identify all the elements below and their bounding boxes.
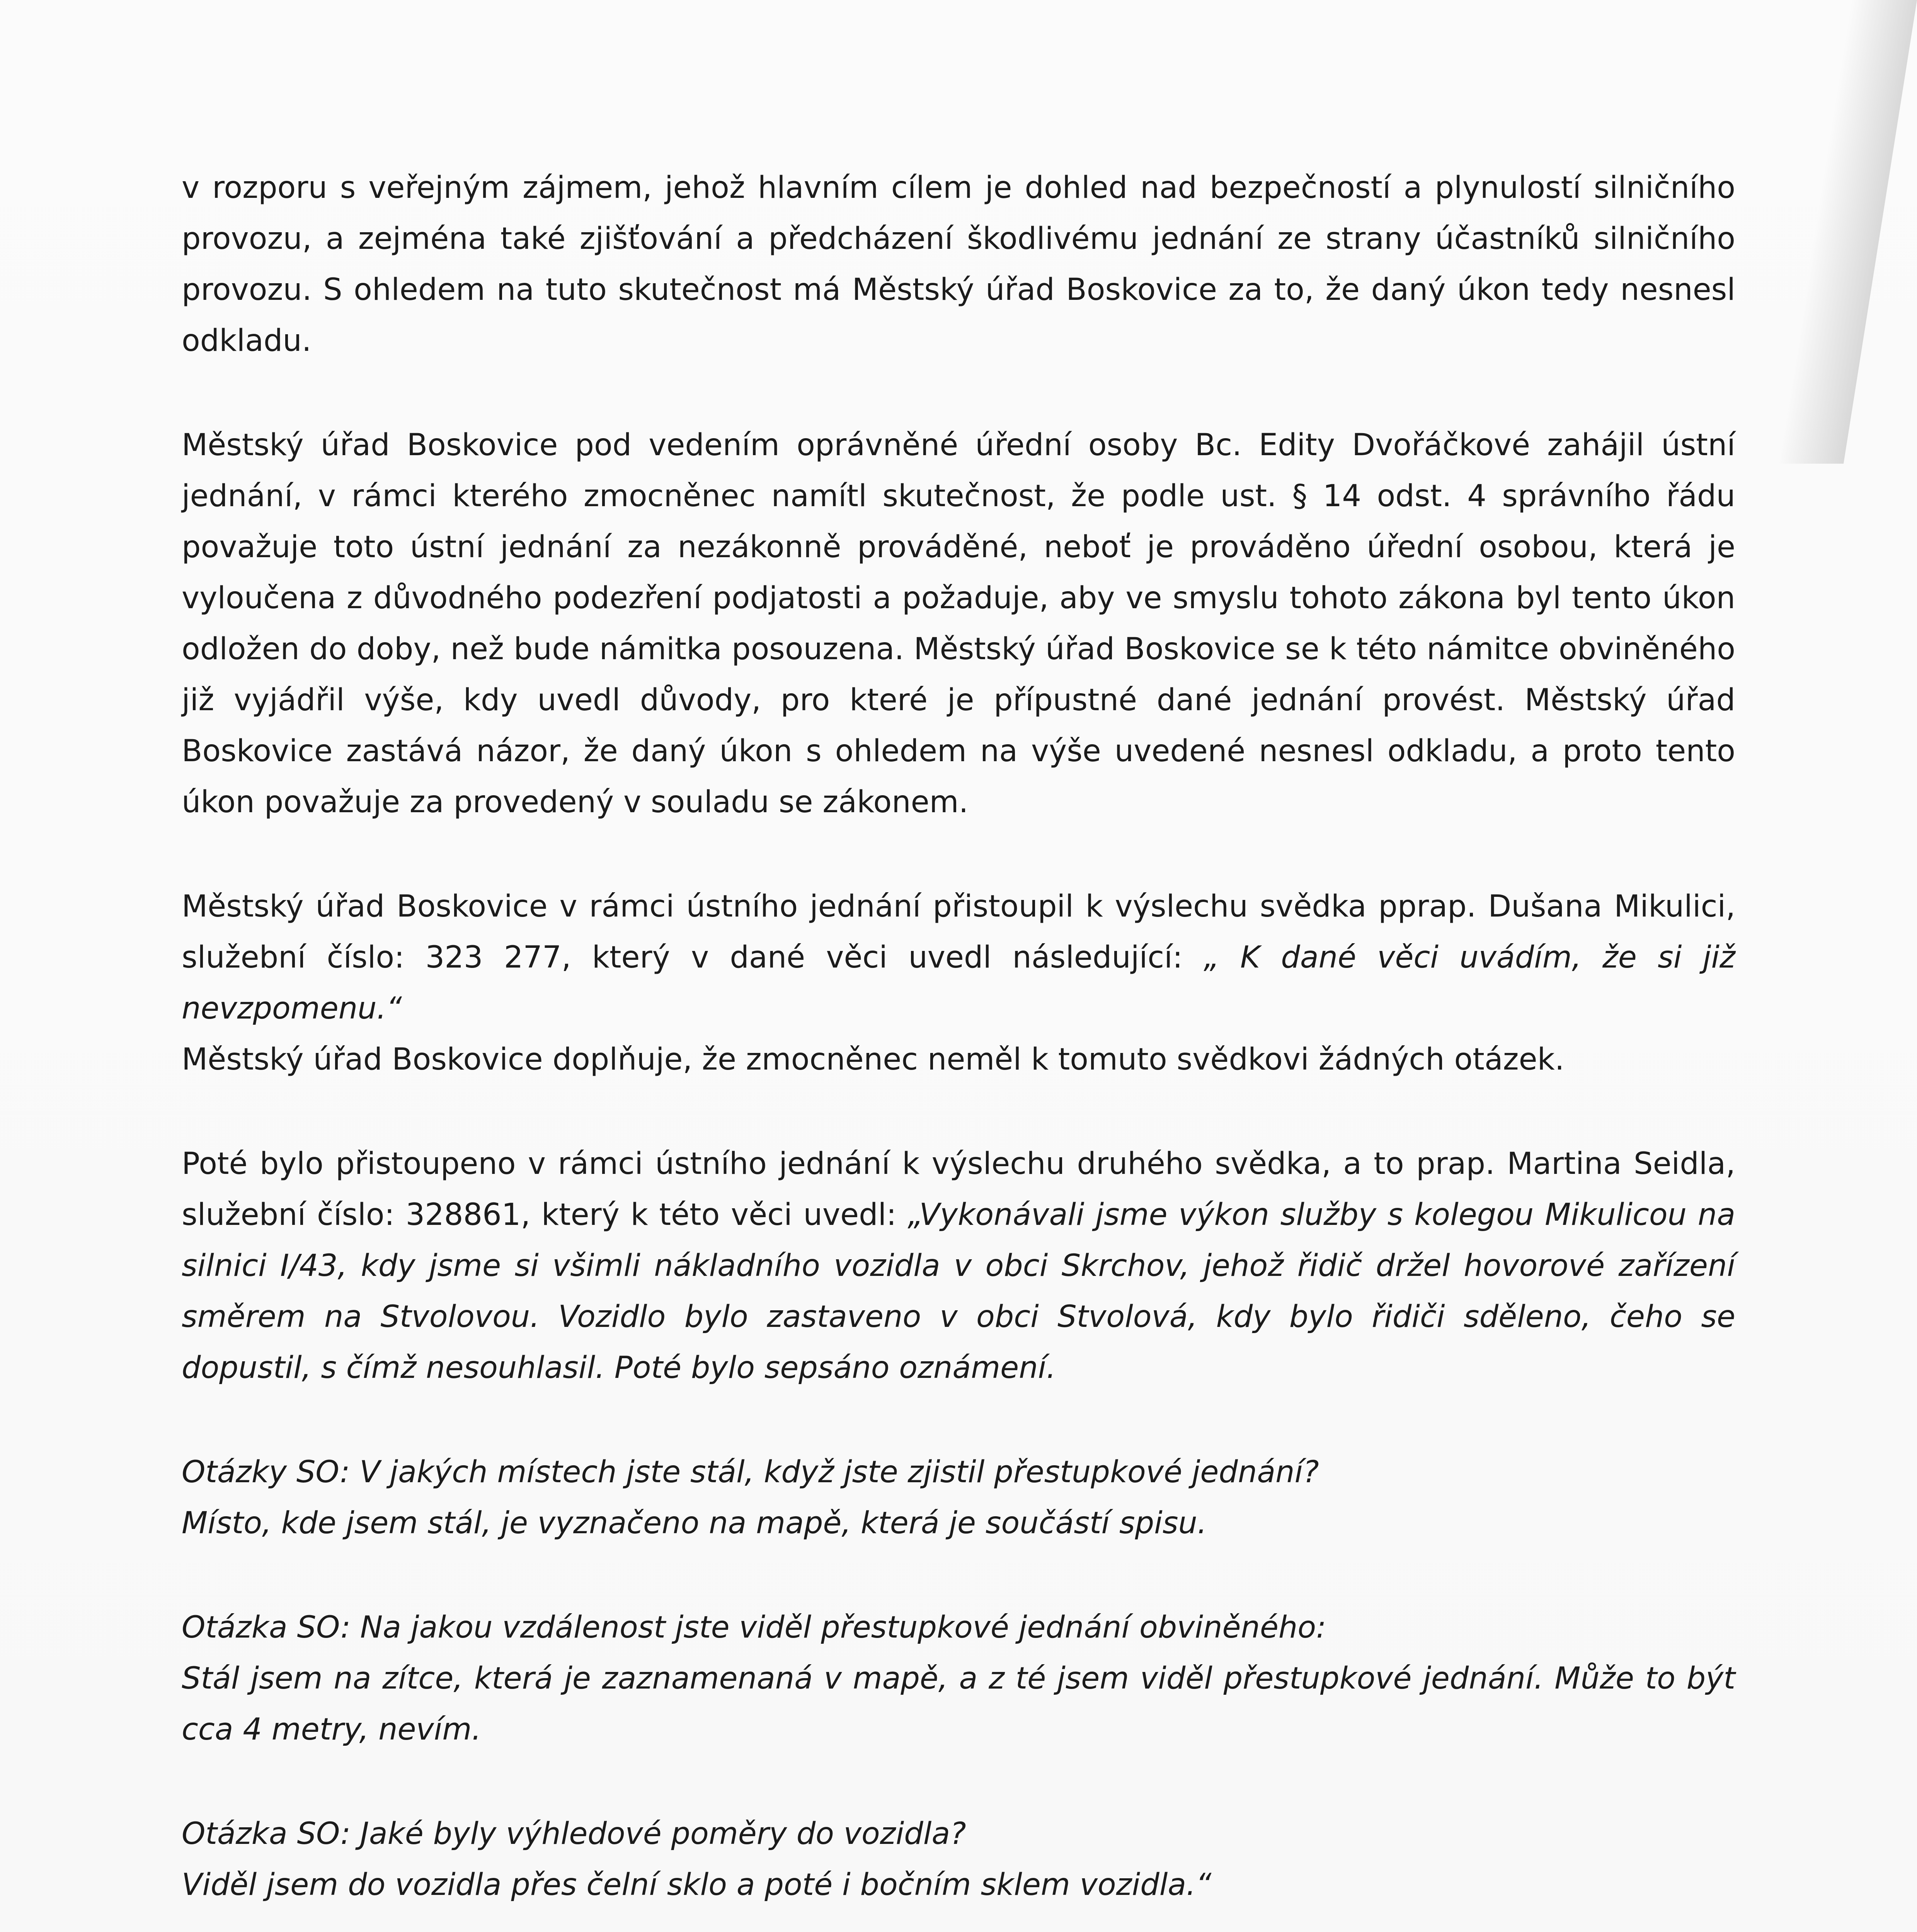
paragraph-2: Městský úřad Boskovice pod vedením oprávněné úřední osoby Bc. Edity Dvořáčkové zahájil ústní jednání, v rámci kterého zmocněnec namítl skutečnost, že podle ust. § 14 odst. 4 správního řádu považuje toto ústní jednání za nezákonně prováděné, neboť je prováděno úřední osobou, která je vyloučena z důvodného podezření podjatosti a požaduje, aby ve smyslu tohoto zákona byl tento úkon odložen do doby, než bude námitka posouzena. Městský úřad Boskovice se k této námitce obviněného již vyjádřil výše, kdy uvedl důvody, pro které je přípustné dané jednání provést. Městský úřad Boskovice zastává názor, že daný úkon s ohledem na výše uvedené nesnesl odkladu, a proto tento úkon považuje za provedený v souladu se zákonem. (182, 428, 1735, 820)
answer-1: Místo, kde jsem stál, je vyznačeno na mapě, která je součástí spisu. (182, 1506, 1207, 1541)
question-2: Otázka SO: Na jakou vzdálenost jste viděl přestupkové jednání obviněného: (182, 1610, 1326, 1645)
paragraph-witness-2 (182, 1138, 1735, 1393)
paragraph-1: v rozporu s veřejným zájmem, jehož hlavním cílem je dohled nad bezpečností a plynulostí silničního provozu, a zejména také zjišťování a předcházení škodlivému jednání ze strany účastníků silničního provozu. S ohledem na tuto skutečnost má Městský úřad Boskovice za to, že daný úkon tedy nesnesl odkladu. (182, 170, 1735, 358)
witness-2-intro: Poté bylo přistoupeno v rámci ústního jednání k výslechu druhého svědka, a to prap. Martina Seidla, služební číslo: 328861, který k této věci uvedl: (182, 1146, 1735, 1232)
witness-1-note: Městský úřad Boskovice doplňuje, že zmocněnec neměl k tomuto svědkovi žádných otázek. (182, 1042, 1565, 1077)
qa-block-1 (182, 1447, 1735, 1549)
paragraph-witness-1 (182, 881, 1735, 1085)
witness-2-statement: „Vykonávali jsme výkon služby s kolegou Mikulicou na silnici I/43, kdy jsme si všimli nákladního vozidla v obci Skrchov, jehož řidič držel hovorové zařízení směrem na Stvolovou. Vozidlo bylo zastaveno v obci Stvolová, kdy bylo řidiči sděleno, čeho se dopustil, s čímž nesouhlasil. Poté bylo sepsáno oznámení. (182, 1197, 1735, 1385)
scan-edge-shadow (1778, 0, 1917, 464)
question-3: Otázka SO: Jaké byly výhledové poměry do vozidla? (182, 1816, 966, 1851)
qa-block-3 (182, 1808, 1735, 1910)
witness-1-intro: Městský úřad Boskovice v rámci ústního jednání přistoupil k výslechu svědka pprap. Dušana Mikulici, služební číslo: 323 277, který v dané věci uvedl následující: (182, 889, 1735, 975)
answer-3: Viděl jsem do vozidla přes čelní sklo a poté i bočním sklem vozidla.“ (182, 1867, 1212, 1902)
witness-1-statement: „ K dané věci uvádím, že si již nevzpomenu.“ (182, 940, 1735, 1026)
question-1: Otázky SO: V jakých místech jste stál, když jste zjistil přestupkové jednání? (182, 1455, 1319, 1490)
answer-2: Stál jsem na zítce, která je zaznamenaná v mapě, a z té jsem viděl přestupkové jednání. Může to být cca 4 metry, nevím. (182, 1661, 1735, 1747)
document-body (182, 162, 1735, 1932)
qa-block-2 (182, 1602, 1735, 1755)
